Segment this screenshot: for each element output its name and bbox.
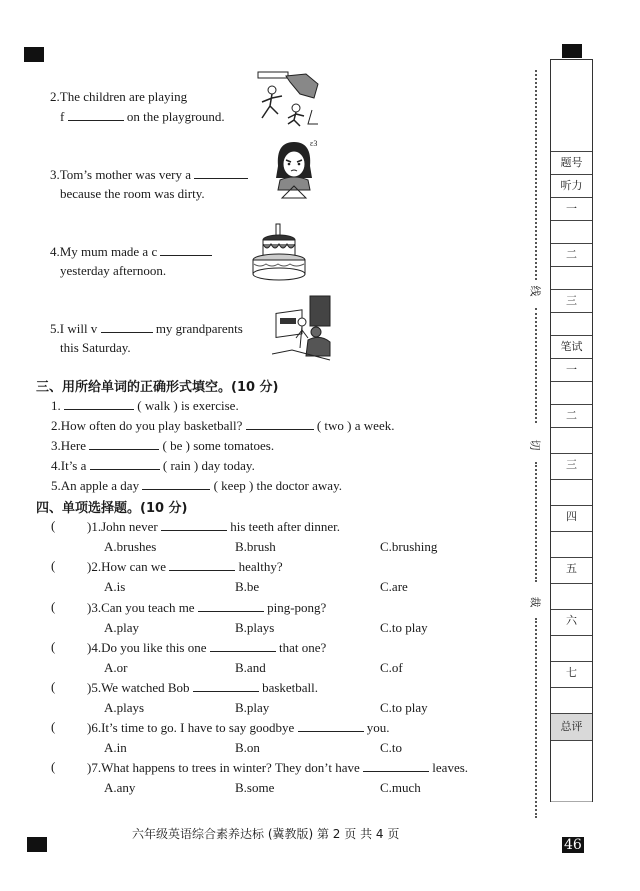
score-cell-label: 三 [551, 289, 592, 312]
score-cell-header: 题号 [551, 151, 592, 174]
option-b[interactable]: B.some [235, 780, 275, 795]
option-c[interactable]: C.are [380, 579, 408, 594]
score-cell-label: 五 [551, 557, 592, 583]
fill-item: 2.How often do you play basketball? ( two ) a week. [51, 418, 395, 433]
binding-char-qie: 切 [528, 439, 542, 451]
mcq-2: ( )2.How can we healthy? A.is B.be C.are [51, 558, 408, 594]
answer-blank [298, 719, 364, 732]
answer-blank[interactable] [68, 108, 124, 121]
option-c[interactable]: C.much [380, 780, 421, 795]
page-number-badge: 46 [564, 837, 582, 853]
answer-blank[interactable] [90, 457, 160, 470]
fill-item: 1. ( walk ) is exercise. [51, 398, 239, 413]
picture-question-5: 5.I will v my grandparents this Saturday. [50, 321, 243, 355]
binding-char-xian: 线 [528, 285, 542, 297]
option-c[interactable]: C.brushing [380, 539, 438, 554]
score-cell-written: 笔试 [551, 335, 592, 358]
option-c[interactable]: C.to play [380, 620, 428, 635]
score-cell-input[interactable] [551, 687, 592, 713]
family-visit-image [272, 294, 332, 364]
score-cell-total-input[interactable] [551, 740, 592, 802]
answer-paren[interactable]: ( [51, 719, 56, 734]
answer-blank [210, 639, 276, 652]
option-c[interactable]: C.of [380, 660, 403, 675]
answer-paren[interactable]: ( [51, 639, 56, 654]
option-a[interactable]: A.in [104, 740, 127, 755]
mcq-5: ( )5.We watched Bob basketball. A.plays B.play C.to play [51, 679, 428, 715]
option-b[interactable]: B.plays [235, 620, 275, 635]
fill-item: 5.An apple a day ( keep ) the doctor away. [51, 478, 342, 493]
answer-blank[interactable] [101, 320, 153, 333]
score-cell-input[interactable] [551, 266, 592, 289]
score-cell-label: 二 [551, 243, 592, 266]
registration-mark-bottom-left [27, 837, 47, 852]
option-c[interactable]: C.to [380, 740, 403, 755]
answer-blank [169, 558, 235, 571]
option-a[interactable]: A.brushes [104, 539, 157, 554]
answer-blank[interactable] [194, 166, 248, 179]
page-footer: 六年级英语综合素养达标 (冀教版) 第 2 页 共 4 页 [132, 827, 400, 841]
mcq-4: ( )4.Do you like this one that one? A.or B.and C.of [51, 639, 403, 675]
option-b[interactable]: B.on [235, 740, 260, 755]
mcq-7: ( )7.What happens to trees in winter? They don’t have leaves. A.any B.some C.much [51, 759, 469, 795]
option-a[interactable]: A.is [104, 579, 126, 594]
answer-blank [198, 599, 264, 612]
option-b[interactable]: B.play [235, 700, 270, 715]
score-cell-label: 六 [551, 609, 592, 635]
binding-dotted-line [535, 70, 537, 280]
option-a[interactable]: A.plays [104, 700, 145, 715]
answer-paren[interactable]: ( [51, 759, 56, 774]
answer-blank[interactable] [160, 243, 212, 256]
option-a[interactable]: A.any [104, 780, 136, 795]
score-cell-label: 七 [551, 661, 592, 687]
option-a[interactable]: A.or [104, 660, 128, 675]
option-b[interactable]: B.brush [235, 539, 276, 554]
answer-paren[interactable]: ( [51, 518, 56, 533]
mcq-6: ( )6.It’s time to go. I have to say goodbye you. A.in B.on C.to [51, 719, 403, 755]
binding-dotted-line [535, 462, 537, 582]
score-cell-input[interactable] [551, 381, 592, 404]
registration-mark-top-left [24, 47, 44, 62]
answer-paren[interactable]: ( [51, 558, 56, 573]
registration-mark-top-right [562, 44, 582, 58]
option-b[interactable]: B.and [235, 660, 266, 675]
section-3-list [51, 397, 394, 497]
option-c[interactable]: C.to play [380, 700, 428, 715]
score-cell-label: 三 [551, 453, 592, 479]
picture-question-3: 3.Tom’s mother was very a because the room was dirty. [50, 166, 248, 202]
children-playing-football-image [256, 70, 320, 128]
score-table [550, 59, 593, 802]
birthday-cake-image [250, 222, 308, 282]
answer-blank [161, 518, 227, 531]
answer-blank[interactable] [64, 397, 134, 410]
mcq-3: ( )3.Can you teach me ping-pong? A.play B.plays C.to play [51, 599, 428, 635]
angry-woman-image [268, 136, 320, 200]
score-cell-input[interactable] [551, 635, 592, 661]
mcq-1: ( )1.John never his teeth after dinner. A.brushes B.brush C.brushing [51, 518, 438, 554]
answer-paren[interactable]: ( [51, 679, 56, 694]
option-b[interactable]: B.be [235, 579, 260, 594]
picture-question-4: 4.My mum made a c yesterday afternoon. [50, 243, 212, 279]
answer-paren[interactable]: ( [51, 599, 56, 614]
fill-item: 3.Here ( be ) some tomatoes. [51, 438, 275, 453]
score-cell-input[interactable] [551, 479, 592, 505]
section-3-heading: 三、用所给单词的正确形式填空。(10 分) [36, 380, 279, 395]
score-cell-input[interactable] [551, 531, 592, 557]
fill-item: 4.It’s a ( rain ) day today. [51, 458, 255, 473]
score-cell-label: 四 [551, 505, 592, 531]
score-cell-label: 二 [551, 404, 592, 427]
answer-blank[interactable] [246, 417, 314, 430]
binding-dotted-line [535, 308, 537, 423]
answer-blank [193, 679, 259, 692]
score-cell-input[interactable] [551, 427, 592, 453]
answer-blank [363, 759, 429, 772]
score-cell-label: 一 [551, 197, 592, 220]
score-cell-label: 一 [551, 358, 592, 381]
score-cell-total: 总评 [551, 713, 592, 740]
binding-char-cai: 裁 [528, 596, 542, 608]
binding-dotted-line [535, 618, 537, 818]
picture-question-2: 2.The children are playing f on the playground. [50, 89, 225, 124]
section-4-heading: 四、单项选择题。(10 分) [36, 501, 188, 516]
score-cell-input[interactable] [551, 312, 592, 335]
answer-blank[interactable] [142, 477, 210, 490]
score-cell-blank [551, 60, 592, 151]
svg-text:ε3: ε3 [310, 139, 318, 148]
answer-blank[interactable] [89, 437, 159, 450]
score-cell-listening: 听力 [551, 174, 592, 197]
score-cell-input[interactable] [551, 220, 592, 243]
score-cell-input[interactable] [551, 583, 592, 609]
option-a[interactable]: A.play [104, 620, 140, 635]
